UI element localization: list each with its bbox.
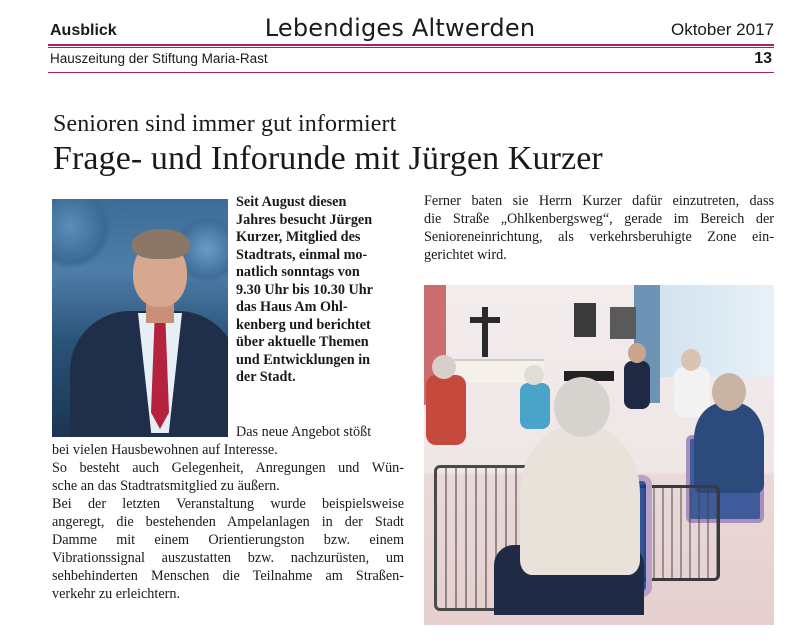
header-bottom-rule — [48, 72, 774, 73]
person-head-shape — [554, 377, 610, 437]
issue-date: Oktober 2017 — [670, 20, 774, 39]
hair-shape — [132, 229, 190, 259]
person-shape — [520, 425, 640, 575]
cross-shape — [470, 317, 500, 323]
person-shape — [426, 375, 466, 445]
window-shape — [646, 285, 774, 377]
lead-line: und Entwicklungen in — [236, 351, 371, 368]
body-line: sche an das Stadtratsmitglied zu äußern. — [52, 478, 280, 494]
person-head-shape — [524, 365, 544, 385]
lead-line: 9.30 Uhr bis 10.30 Uhr — [236, 281, 373, 298]
foliage-shape — [52, 199, 112, 269]
article-headline: Frage- und Inforunde mit Jürgen Kurzer — [53, 140, 603, 177]
lead-line: der Stadt. — [236, 369, 296, 385]
section-label: Ausblick — [50, 22, 117, 39]
speaker-head-shape — [628, 343, 646, 363]
speaker-shape — [624, 361, 650, 409]
body-line: So besteht auch Gelegenheit, Anregungen und Wün- — [52, 460, 404, 476]
person-head-shape — [712, 373, 746, 411]
person-head-shape — [432, 355, 456, 379]
body-line: Damme mit einem Orientierungston bzw. einem — [52, 532, 404, 548]
body-line: Senioreneinrichtung, als verkehrsberuhigte Zone ein- — [424, 229, 774, 245]
body-line: gerichtet wird. — [424, 247, 507, 263]
portrait-photo — [52, 199, 228, 437]
cross-shape — [482, 307, 488, 357]
article-kicker: Senioren sind immer gut informiert — [53, 111, 397, 137]
body-line: Ferner baten sie Herrn Kurzer dafür einzutreten, dass — [424, 193, 774, 209]
group-photo — [424, 285, 774, 625]
body-line: die Straße „Ohlkenbergsweg“, gerade im Bereich der — [424, 211, 774, 227]
wall-art-shape — [574, 303, 596, 337]
lead-line: Seit August diesen — [236, 194, 347, 210]
header-rule — [48, 44, 774, 46]
person-shape — [520, 383, 550, 429]
body-line: sehbehinderten Menschen die Teilnahme am Straßen- — [52, 568, 404, 584]
person-shape — [694, 403, 764, 493]
body-text-continuation: Das neue Angebot stößt — [236, 424, 372, 440]
body-line: angeregt, die bestehenden Ampelanlagen in der Stadt — [52, 514, 404, 530]
lead-line: das Haus Am Ohl- — [236, 299, 348, 315]
header-rule-thin — [48, 47, 774, 48]
lead-line: kenberg und berichtet — [236, 316, 371, 333]
lead-line: Stadtrats, einmal mo- — [236, 246, 368, 263]
body-line: Bei der letzten Veranstaltung wurde beispielsweise — [52, 496, 404, 512]
lead-line: über aktuelle Themen — [236, 334, 369, 350]
person-head-shape — [681, 349, 701, 371]
publication-title: Lebendiges Altwerden — [264, 14, 536, 42]
lead-line: Jahres besucht Jürgen — [236, 211, 373, 228]
body-line: bei vielen Hausbewohnen auf Interesse. — [52, 442, 278, 458]
publication-subtitle: Hauszeitung der Stiftung Maria-Rast — [50, 51, 268, 66]
body-line: Vibrationssignal auszustatten bzw. nachzurüsten, um — [52, 550, 404, 566]
lead-paragraph — [236, 194, 404, 387]
page-number: 13 — [754, 50, 772, 67]
lead-line: Kurzer, Mitglied des — [236, 229, 361, 245]
body-line: verkehr zu erleichtern. — [52, 586, 181, 602]
lead-line: natlich sonntags von — [236, 264, 360, 280]
wall-art-shape — [610, 307, 636, 339]
